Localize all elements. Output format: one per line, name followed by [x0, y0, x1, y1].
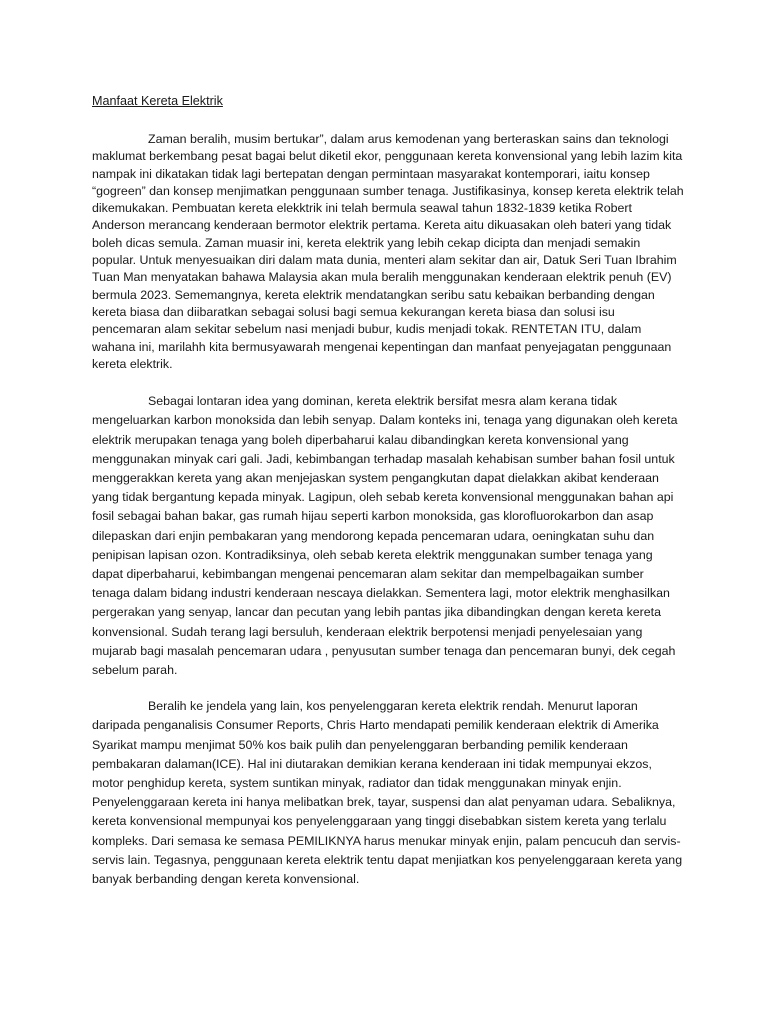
paragraph-environment: Sebagai lontaran idea yang dominan, kereta elektrik bersifat mesra alam kerana tidak mengeluarkan karbon monoksida dan lebih senyap. Dalam konteks ini, tenaga yang digunakan oleh kereta elektrik merupakan tenaga yang boleh diperbaharui kalau dibandingkan kereta konvensional yang menggunakan minyak cari gali. Jadi, kebimbangan terhadap masalah kehabisan sumber bahan fosil untuk menggerakkan kereta yang akan menjejaskan system pengangkutan dapat dielakkan akibat kenderaan yang tidak bergantung kepada minyak. Lagipun, oleh sebab kereta konvensional menggunakan bahan api fosil sebagai bahan bakar, gas rumah hijau seperti karbon monoksida, gas klorofluorokarbon dan asap dilepaskan dari enjin pembakaran yang mendorong kepada pencemaran udara, oeningkatan suhu dan penipisan lapisan ozon. Kontradiksinya, oleh sebab kereta elektrik menggunakan sumber tenaga yang dapat diperbaharui, kebimbangan mengenai pencemaran alam sekitar dan mempelbagaikan sumber tenaga dalam bidang industri kenderaan nescaya dielakkan. Sementera lagi, motor elektrik menghasilkan pergerakan yang senyap, lancar dan pecutan yang lebih pantas jika dibandingkan dengan kereta kereta konvensional. Sudah terang lagi bersuluh, kenderaan elektrik berpotensi menjadi penyelesaian yang mujarab bagi masalah pencemaran udara , penyusutan sumber tenaga dan pencemaran bunyi, dek cegah sebelum parah.: [92, 394, 678, 677]
paragraph-maintenance-cost: Beralih ke jendela yang lain, kos penyelenggaran kereta elektrik rendah. Menurut laporan daripada penganalisis Consumer Reports, Chris Harto mendapati pemilik kenderaan elektrik di Amerika Syarikat mampu menjimat 50% kos baik pulih dan penyelenggaran berbanding pemilik kenderaan pembakaran dalaman(ICE). Hal ini diutarakan demikian kerana kenderaan ini tidak mempunyai ekzos, motor penghidup kereta, system suntikan minyak, radiator dan tidak menggunakan minyak enjin. Penyelenggaraan kereta ini hanya melibatkan brek, tayar, suspensi dan alat penyaman udara. Sebaliknya, kereta konvensional mempunyai kos penyelenggaraan yang tinggi disebabkan sistem kereta yang terlalu kompleks. Dari semasa ke semasa PEMILIKNYA harus menukar minyak enjin, palam pencucuh dan servis-servis lain. Tegasnya, penggunaan kereta elektrik tentu dapat menjiatkan kos penyelenggaraan kereta yang banyak berbanding dengan kereta konvensional.: [92, 699, 683, 887]
document-title: Manfaat Kereta Elektrik: [92, 94, 223, 108]
paragraph-introduction: Zaman beralih, musim bertukar”, dalam arus kemodenan yang berteraskan sains dan teknologi maklumat berkembang pesat bagai belut diketil ekor, penggunaan kereta konvensional yang lebih lazim kita nampak ini dikatakan tidak lagi bertepatan dengan permintaan masyarakat kontemporari, iaitu konsep “gogreen” dan konsep menjimatkan penggunaan sumber tenaga. Justifikasinya, konsep kereta elektrik telah dikemukakan. Pembuatan kereta elekktrik ini telah bermula seawal tahun 1832-1839 ketika Robert Anderson merancang kenderaan bermotor elektrik pertama. Kereta aitu dikuasakan oleh bateri yang tidak boleh dicas semula. Zaman muasir ini, kereta elektrik yang lebih cekap dicipta dan menjadi semakin popular. Untuk menyesuaikan diri dalam mata dunia, menteri alam sekitar dan air, Datuk Seri Tuan Ibrahim Tuan Man menyatakan bahawa Malaysia akan mula beralih menggunakan kenderaan elektrik penuh (EV) bermula 2023. Sememangnya, kereta elektrik mendatangkan seribu satu kebaikan berbanding dengan kereta biasa dan diibaratkan sebagai solusi bagi semua kekurangan kereta biasa dan solusi isu pencemaran alam sekitar sebelum nasi menjadi bubur, kudis menjadi tokak. RENTETAN ITU, dalam wahana ini, marilahh kita bermusyawarah mengenai kepentingan dan manfaat penyejagatan penggunaan kereta elektrik.: [92, 132, 684, 371]
